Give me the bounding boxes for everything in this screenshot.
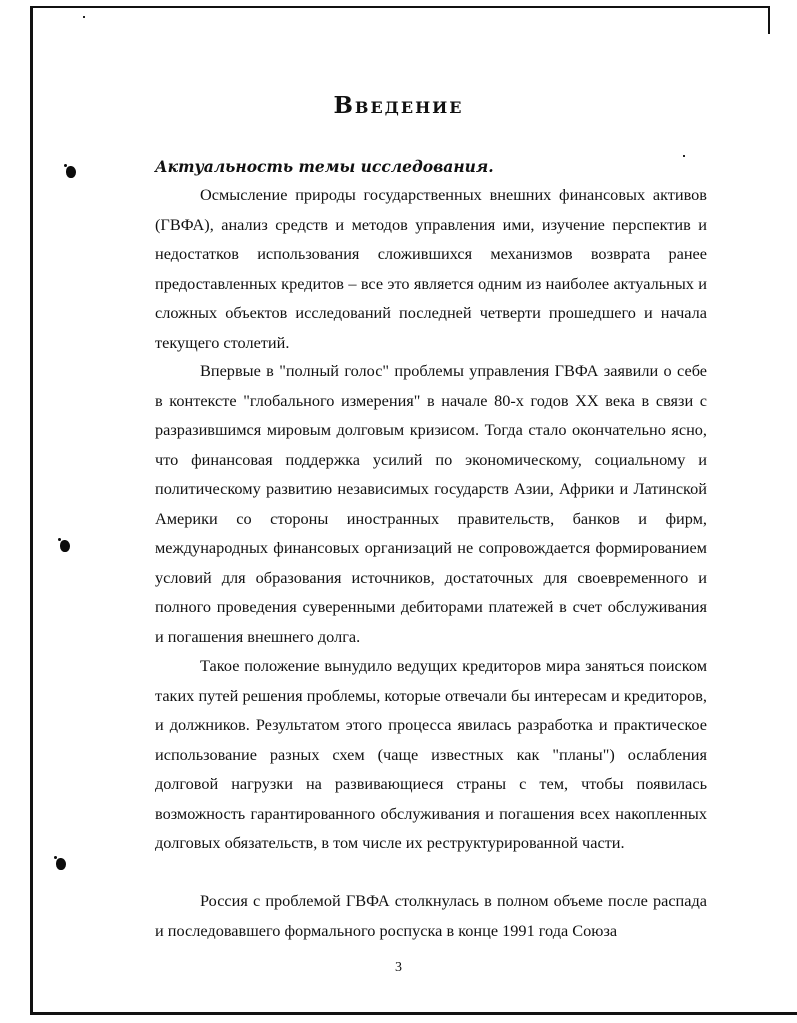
scan-border-right (768, 6, 770, 34)
scan-border-top (30, 6, 770, 8)
punch-hole-mark (66, 166, 76, 178)
punch-hole-mark (56, 858, 66, 870)
scan-speck (83, 16, 85, 18)
section-subtitle: Актуальность темы исследования. (155, 157, 494, 176)
page-title: Введение (333, 92, 464, 119)
scan-border-bottom (30, 1012, 797, 1015)
scan-speck (683, 155, 685, 157)
paragraph: Такое положение вынудило ведущих кредиторов мира заняться поиском таких путей решения проблемы, которые отвечали бы интересам и кредиторов, и должников. Результатом этого процесса явилась разработка и практическое использование разных схем (чаще известных как "планы") ослабления долговой нагрузки на развивающиеся страны с тем, чтобы появилась возможность гарантированного обслуживания и погашения всех накопленных долговых обязательств, в том числе их реструктурированной части. (155, 656, 707, 852)
punch-hole-mark (60, 540, 70, 552)
scan-border-left (30, 6, 33, 1014)
paragraph: Впервые в "полный голос" проблемы управления ГВФА заявили о себе в контексте "глобального измерения" в начале 80-х годов XX века в связи с разразившимся мировым долговым кризисом. Тогда стало окончательно ясно, что финансовая поддержка усилий по экономическому, социальному и политическому развитию независимых государств Азии, Африки и Латинской Америки со стороны иностранных правительств, банков и фирм, международных финансовых организаций не сопровождается формированием условий для образования источников, достаточных для своевременного и полного проведения суверенными дебиторами платежей в счет обслуживания и погашения внешнего долга. (155, 361, 707, 646)
paragraph: Осмысление природы государственных внешних финансовых активов (ГВФА), анализ средств и методов управления ими, изучение перспектив и недостатков использования сложившихся механизмов возврата ранее предоставленных кредитов – все это является одним из наиболее актуальных и сложных объектов исследований последней четверти прошедшего и начала текущего столетий. (155, 185, 707, 352)
page-number: 3 (395, 960, 402, 975)
paragraph: Россия с проблемой ГВФА столкнулась в полном объеме после распада и последовавшего формального роспуска в конце 1991 года Союза (155, 891, 707, 940)
